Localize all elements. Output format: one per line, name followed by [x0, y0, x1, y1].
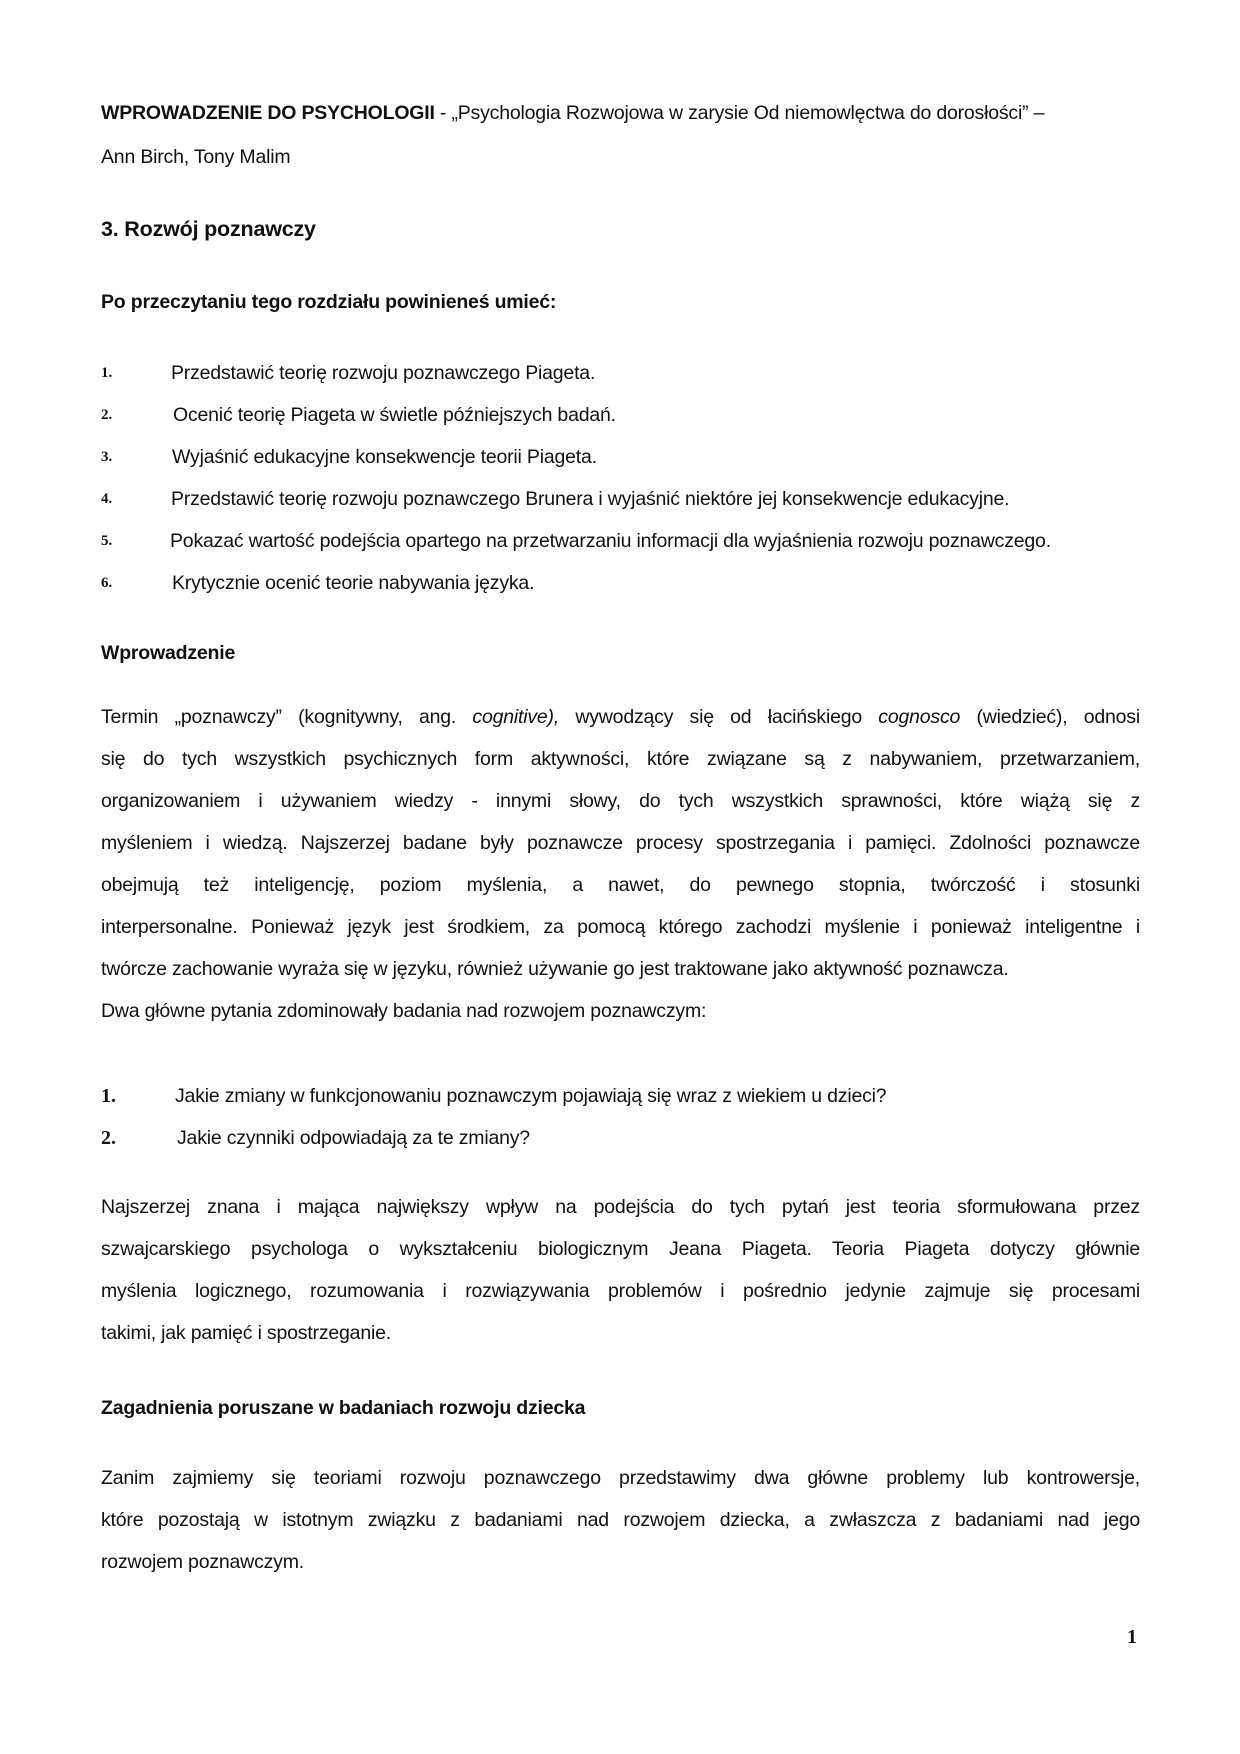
list-number: 1.	[101, 365, 113, 381]
list-text: Jakie zmiany w funkcjonowaniu poznawczym pojawiają się wraz z wiekiem u dzieci?	[175, 1085, 887, 1107]
paragraph-line: myślenia logicznego, rozumowania i rozwiązywania problemów i pośrednio jedynie zajmuje się procesami	[101, 1280, 1140, 1302]
list-number: 4.	[101, 491, 113, 507]
objectives-heading: Po przeczytaniu tego rozdziału powinieneś umieć:	[101, 291, 557, 313]
list-number: 5.	[101, 533, 113, 549]
italic-term-cognitive: cognitive),	[472, 706, 560, 728]
list-number: 1.	[101, 1085, 116, 1107]
paragraph-line: interpersonalne. Ponieważ język jest środkiem, za pomocą którego zachodzi myślenie i ponieważ inteligentne i	[101, 916, 1140, 938]
chapter-title: 3. Rozwój poznawczy	[101, 217, 316, 241]
list-number: 2.	[101, 1127, 116, 1149]
document-header-title	[101, 101, 1044, 125]
italic-term-cognosco: cognosco	[878, 706, 961, 728]
text-run: wywodzący się od łacińskiego	[559, 706, 879, 728]
list-text: Ocenić teorię Piageta w świetle późniejszych badań.	[173, 404, 616, 426]
list-text: Krytycznie ocenić teorie nabywania języka.	[172, 572, 535, 594]
list-text: Jakie czynniki odpowiadają za te zmiany?	[177, 1127, 530, 1149]
list-text: Przedstawić teorię rozwoju poznawczego Brunera i wyjaśnić niektóre jej konsekwencje edukacyjne.	[171, 488, 1010, 510]
text-run: Termin „poznawczy” (kognitywny, ang.	[101, 706, 473, 728]
introduction-heading: Wprowadzenie	[101, 642, 236, 664]
text-run: (wiedzieć), odnosi	[960, 706, 1140, 728]
paragraph-line	[101, 705, 1140, 729]
paragraph-line: twórcze zachowanie wyraża się w języku, również używanie go jest traktowane jako aktywność poznawcza.	[101, 958, 1009, 980]
paragraph-line: szwajcarskiego psychologa o wykształceniu biologicznym Jeana Piageta. Teoria Piageta dotyczy głównie	[101, 1238, 1140, 1260]
paragraph-line: takimi, jak pamięć i spostrzeganie.	[101, 1322, 391, 1344]
list-number: 3.	[101, 449, 113, 465]
paragraph-line: Zanim zajmiemy się teoriami rozwoju poznawczego przedstawimy dwa główne problemy lub kontrowersje,	[101, 1467, 1140, 1489]
book-title: „Psychologia Rozwojowa w zarysie Od niemowlęctwa do dorosłości” –	[451, 102, 1045, 124]
paragraph-line: organizowaniem i używaniem wiedzy - innymi słowy, do tych wszystkich sprawności, które wiążą się z	[101, 790, 1140, 812]
list-text: Przedstawić teorię rozwoju poznawczego Piageta.	[171, 362, 596, 384]
list-text: Wyjaśnić edukacyjne konsekwencje teorii Piageta.	[172, 446, 597, 468]
series-title: WPROWADZENIE DO PSYCHOLOGII	[101, 102, 435, 124]
paragraph-line: Najszerzej znana i mająca największy wpływ na podejścia do tych pytań jest teoria sformułowana przez	[101, 1196, 1140, 1218]
paragraph-line: które pozostają w istotnym związku z badaniami nad rozwojem dziecka, a zwłaszcza z badaniami nad jego	[101, 1509, 1140, 1531]
authors: Ann Birch, Tony Malim	[101, 146, 291, 168]
list-text: Pokazać wartość podejścia opartego na przetwarzaniu informacji dla wyjaśnienia rozwoju poznawczego.	[170, 530, 1051, 552]
title-separator: -	[434, 102, 452, 124]
questions-intro: Dwa główne pytania zdominowały badania nad rozwojem poznawczym:	[101, 1000, 707, 1022]
paragraph-line: się do tych wszystkich psychicznych form aktywności, które związane są z nabywaniem, przetwarzaniem,	[101, 748, 1140, 770]
list-number: 6.	[101, 575, 113, 591]
list-number: 2.	[101, 407, 113, 423]
paragraph-line: myśleniem i wiedzą. Najszerzej badane były poznawcze procesy spostrzegania i pamięci. Zdolności poznawcze	[101, 832, 1140, 854]
paragraph-line: rozwojem poznawczym.	[101, 1551, 304, 1573]
issues-heading: Zagadnienia poruszane w badaniach rozwoju dziecka	[101, 1397, 586, 1419]
paragraph-line: obejmują też inteligencję, poziom myślenia, a nawet, do pewnego stopnia, twórczość i stosunki	[101, 874, 1140, 896]
page-number: 1	[1127, 1626, 1137, 1648]
